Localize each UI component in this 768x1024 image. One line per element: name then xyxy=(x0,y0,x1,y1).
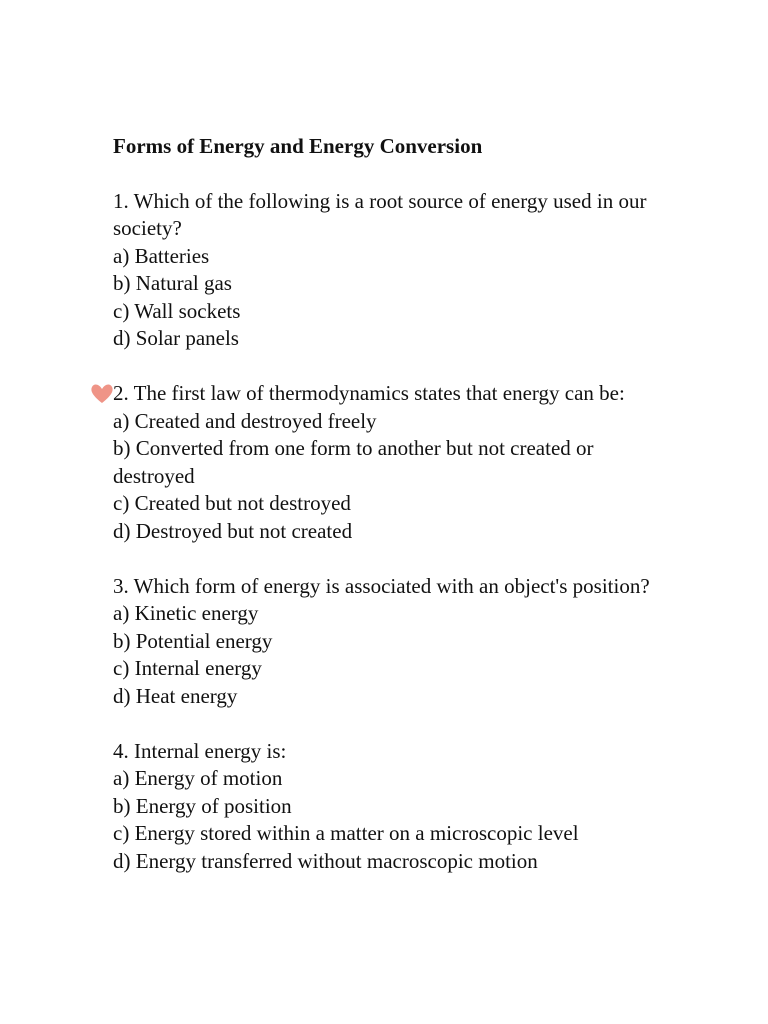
answer-option: b) Energy of position xyxy=(113,793,673,821)
document-title: Forms of Energy and Energy Conversion xyxy=(113,134,483,158)
answer-option: c) Energy stored within a matter on a microscopic level xyxy=(113,820,673,848)
question-text: 2. The first law of thermodynamics states that energy can be: xyxy=(113,381,625,405)
question-1 xyxy=(113,188,673,353)
question-2 xyxy=(113,380,673,545)
answer-option: a) Created and destroyed freely xyxy=(113,408,673,436)
option-letter: d) xyxy=(113,683,131,708)
option-letter: b) xyxy=(113,628,131,656)
answer-option: c) Created but not destroyed xyxy=(113,490,673,518)
question-text: 3. Which form of energy is associated with an object's position? xyxy=(113,573,650,598)
answer-option: b) Natural gas xyxy=(113,270,673,298)
option-letter: d) xyxy=(113,518,131,543)
answer-option: d) Destroyed but not created xyxy=(113,518,673,546)
option-letter: d) xyxy=(113,326,131,350)
answer-option: a) Kinetic energy xyxy=(113,600,673,628)
answer-option: c) Internal energy xyxy=(113,655,673,683)
question-text: 1. Which of the following is a root source of energy used in our society? xyxy=(113,188,647,240)
answer-option: a) Energy of motion xyxy=(113,765,673,793)
option-letter: c) xyxy=(113,491,130,515)
question-4 xyxy=(113,738,673,876)
heart-doodle-icon xyxy=(87,378,117,408)
answer-option: d) Heat energy xyxy=(113,683,673,711)
question-3 xyxy=(113,573,673,711)
option-letter: b) xyxy=(113,270,131,298)
option-letter: d) xyxy=(113,848,131,873)
question-list xyxy=(113,188,673,876)
document-page xyxy=(113,132,673,875)
answer-option: c) Wall sockets xyxy=(113,298,673,326)
option-letter: a) xyxy=(113,601,130,625)
option-letter: c) xyxy=(113,656,130,680)
option-letter: a) xyxy=(113,408,130,433)
option-letter: a) xyxy=(113,766,130,790)
answer-option: b) Potential energy xyxy=(113,628,673,656)
option-letter: b) xyxy=(113,435,131,463)
option-letter: a) xyxy=(113,243,130,268)
answer-option: d) Solar panels xyxy=(113,325,673,353)
answer-option: b) Converted from one form to another but not created or destroyed xyxy=(113,435,673,490)
answer-option: d) Energy transferred without macroscopic motion xyxy=(113,848,673,876)
option-letter: c) xyxy=(113,298,130,323)
option-letter: c) xyxy=(113,820,129,848)
question-text: 4. Internal energy is: xyxy=(113,738,287,763)
option-letter: b) xyxy=(113,793,131,818)
answer-option: a) Batteries xyxy=(113,243,673,271)
